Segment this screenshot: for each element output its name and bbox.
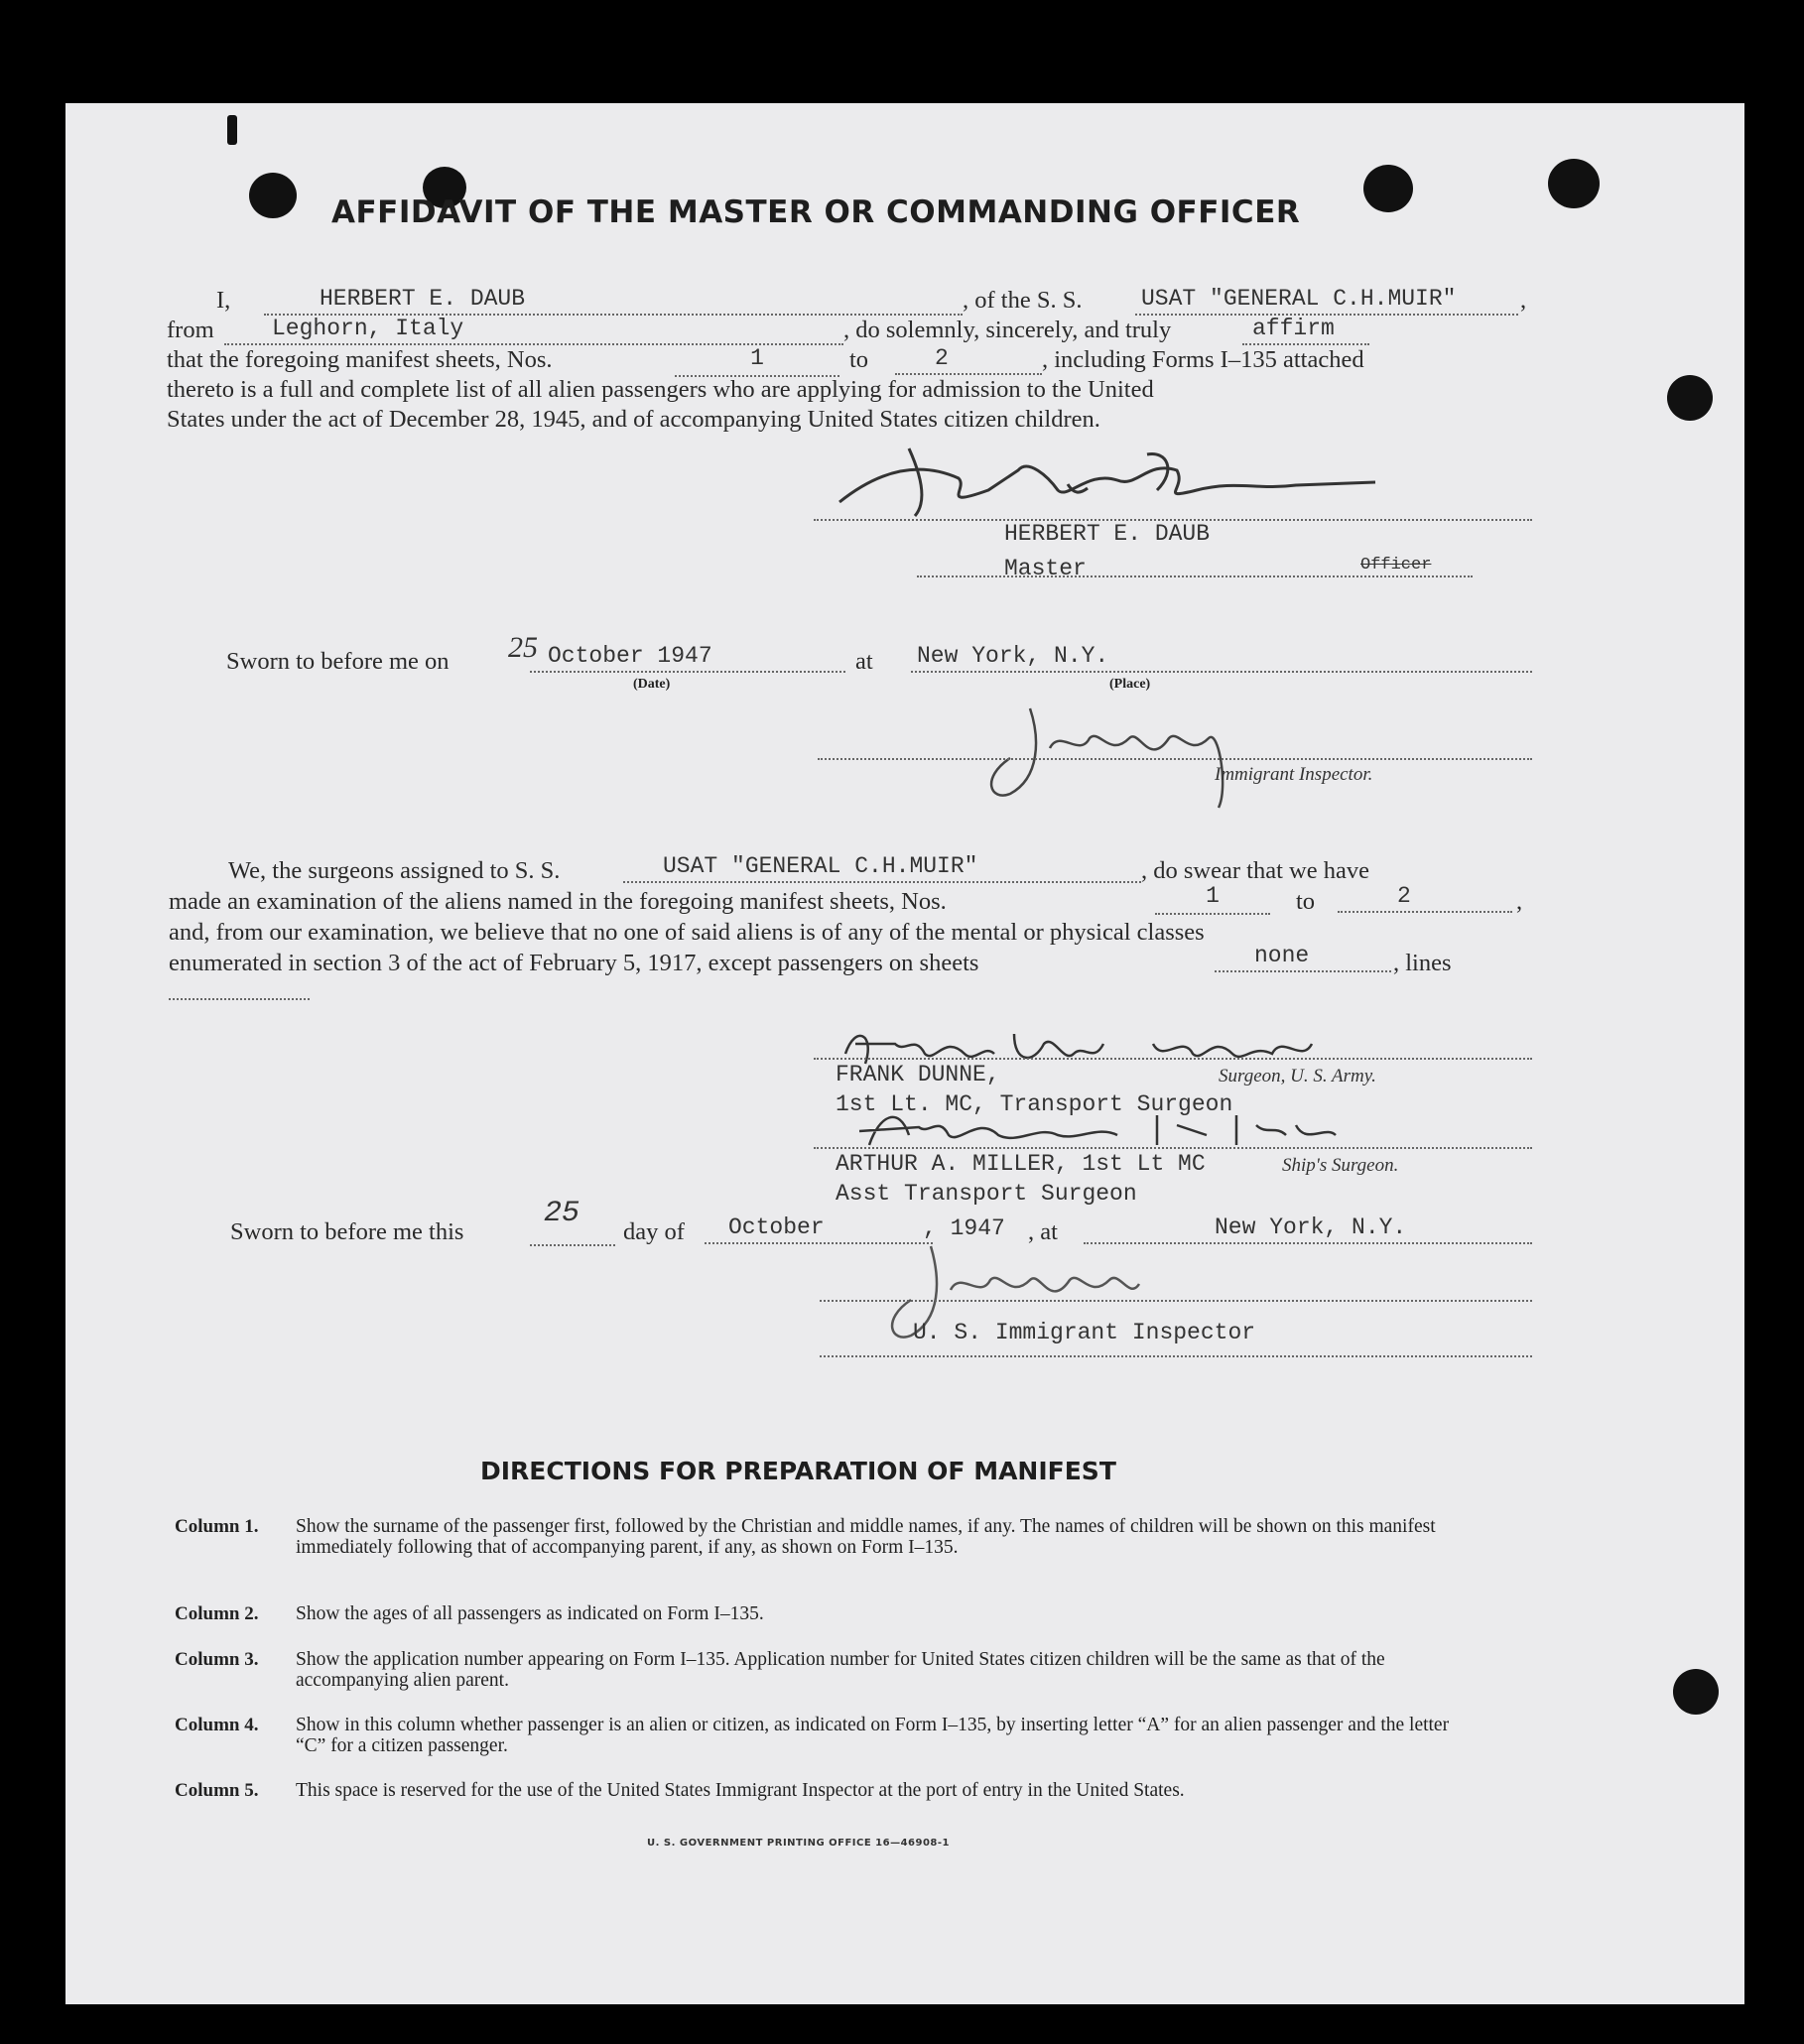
punch-hole — [1667, 375, 1713, 421]
sworn2-at: , at — [1028, 1218, 1058, 1245]
document-page — [65, 103, 1744, 2004]
master-name-field: HERBERT E. DAUB — [264, 286, 963, 316]
line3-suffix: , including Forms I–135 attached — [1042, 346, 1364, 373]
line1-suffix: , — [1520, 287, 1527, 314]
sworn1-day-handwritten: 25 — [508, 631, 538, 664]
column-text: This space is reserved for the use of the United States Immigrant Inspector at the port of entry in the United States. — [296, 1780, 1185, 1801]
surgeons-line4-suffix: , lines — [1393, 950, 1452, 976]
inspector2-signature-line — [820, 1300, 1532, 1302]
surgeons-line3-text: and, from our examination, we believe that no one of said aliens is of any of the mental or physical classes — [169, 919, 1205, 946]
column-label: Column 4. — [175, 1715, 259, 1735]
surgeon2-name: ARTHUR A. MILLER, 1st Lt MC — [836, 1151, 1206, 1177]
master-signature — [820, 431, 1375, 530]
surgeon2-title: Asst Transport Surgeon — [836, 1181, 1137, 1207]
punch-hole — [1363, 165, 1413, 212]
surgeons-line4-prefix: enumerated in section 3 of the act of February 5, 1917, except passengers on sheets — [169, 950, 979, 976]
line5-text: States under the act of December 28, 1945, and of accompanying United States citizen children. — [167, 406, 1100, 433]
line2-prefix: from — [167, 317, 214, 343]
surgeon2-signature — [859, 1095, 1415, 1155]
origin-field: Leghorn, Italy — [224, 316, 843, 345]
sworn1-at: at — [855, 648, 873, 675]
punch-hole — [249, 173, 297, 218]
column-label: Column 5. — [175, 1780, 259, 1801]
column-label: Column 2. — [175, 1603, 259, 1624]
surgeon1-title: 1st Lt. MC, Transport Surgeon — [836, 1091, 1233, 1117]
surgeons-ship-field: USAT "GENERAL C.H.MUIR" — [623, 853, 1141, 883]
surgeon2-signature-line — [814, 1147, 1532, 1149]
date-caption: (Date) — [633, 677, 671, 692]
place-caption: (Place) — [1109, 677, 1151, 692]
column-text: Show the surname of the passenger first, followed by the Christian and middle names, if any. The names of children will be shown on this manifest immediately following that of accompanying parent, if any, as shown on Form I–135. — [296, 1516, 1436, 1558]
line4-text: thereto is a full and complete list of all alien passengers who are applying for admission to the United — [167, 376, 1154, 403]
directions-title: DIRECTIONS FOR PREPARATION OF MANIFEST — [480, 1457, 1116, 1485]
line1-mid: , of the S. S. — [963, 287, 1083, 314]
printing-office-footer: U. S. GOVERNMENT PRINTING OFFICE 16—46908-1 — [647, 1838, 950, 1849]
sheets-to-field: 2 — [895, 345, 1042, 375]
surgeon1-name: FRANK DUNNE, — [836, 1062, 1000, 1087]
line1-prefix: I, — [216, 287, 231, 314]
column-text: Show the ages of all passengers as indicated on Form I–135. — [296, 1603, 764, 1624]
punch-hole — [1548, 159, 1600, 208]
master-title: Master — [1004, 556, 1087, 581]
surgeons-line1-prefix: We, the surgeons assigned to S. S. — [228, 857, 561, 884]
master-name-typed: HERBERT E. DAUB — [1004, 521, 1211, 547]
line3-prefix: that the foregoing manifest sheets, Nos. — [167, 346, 553, 373]
sworn2-day-field — [530, 1197, 615, 1246]
sworn1-prefix: Sworn to before me on — [226, 648, 450, 675]
column-label: Column 3. — [175, 1649, 259, 1670]
sworn2-day-handwritten: 25 — [544, 1197, 580, 1230]
surgeons-line2-suffix: , — [1516, 888, 1523, 915]
line3-to-label: to — [849, 346, 869, 373]
sworn2-day-label: day of — [623, 1218, 685, 1245]
column-text: Show in this column whether passenger is an alien or citizen, as indicated on Form I–135, by inserting letter “A” for an alien passenger and the letter “C” for a citizen passenger. — [296, 1715, 1450, 1756]
inspector2-caption: U. S. Immigrant Inspector — [913, 1320, 1256, 1345]
affidavit-title: AFFIDAVIT OF THE MASTER OR COMMANDING OFFICER — [331, 194, 1301, 230]
master-title-line — [917, 575, 1473, 577]
punch-hole — [227, 115, 237, 145]
surgeons-sheets-to-field: 2 — [1338, 883, 1512, 913]
surgeon2-caption: Ship's Surgeon. — [1282, 1155, 1399, 1176]
sworn1-date-field: October 1947 — [530, 643, 845, 673]
surgeons-line1-suffix: , do swear that we have — [1141, 857, 1369, 884]
sworn2-month-field: October — [705, 1214, 933, 1244]
surgeon1-signature-line — [814, 1058, 1532, 1060]
affirm-field: affirm — [1242, 316, 1369, 345]
column-label: Column 1. — [175, 1516, 259, 1537]
sworn2-year: , 1947 — [923, 1215, 1005, 1241]
lines-continuation-field — [169, 998, 310, 1000]
sworn2-place-field: New York, N.Y. — [1084, 1214, 1532, 1244]
sworn1-place-field: New York, N.Y. — [911, 643, 1532, 673]
inspector-caption: Immigrant Inspector. — [1215, 764, 1373, 785]
surgeons-line2-to-label: to — [1296, 888, 1316, 915]
sheets-from-field: 1 — [675, 345, 839, 377]
surgeon1-caption: Surgeon, U. S. Army. — [1219, 1066, 1376, 1086]
surgeons-line2-prefix: made an examination of the aliens named in the foregoing manifest sheets, Nos. — [169, 888, 947, 915]
master-title-struck: Officer — [1360, 556, 1432, 575]
line2-mid: , do solemnly, sincerely, and truly — [843, 317, 1172, 343]
punch-hole — [1673, 1669, 1719, 1715]
sworn2-prefix: Sworn to before me this — [230, 1218, 464, 1245]
column-text: Show the application number appearing on Form I–135. Application number for United States citizen children will be the same as that of the accompanying alien parent. — [296, 1649, 1385, 1691]
inspector-signature-line — [818, 758, 1532, 760]
ship-name-field: USAT "GENERAL C.H.MUIR" — [1135, 286, 1518, 316]
surgeons-sheets-from-field: 1 — [1155, 883, 1270, 915]
surgeons-sheets-except-field: none — [1215, 943, 1391, 972]
inspector-signature — [970, 699, 1328, 808]
inspector2-title-line — [820, 1355, 1532, 1357]
